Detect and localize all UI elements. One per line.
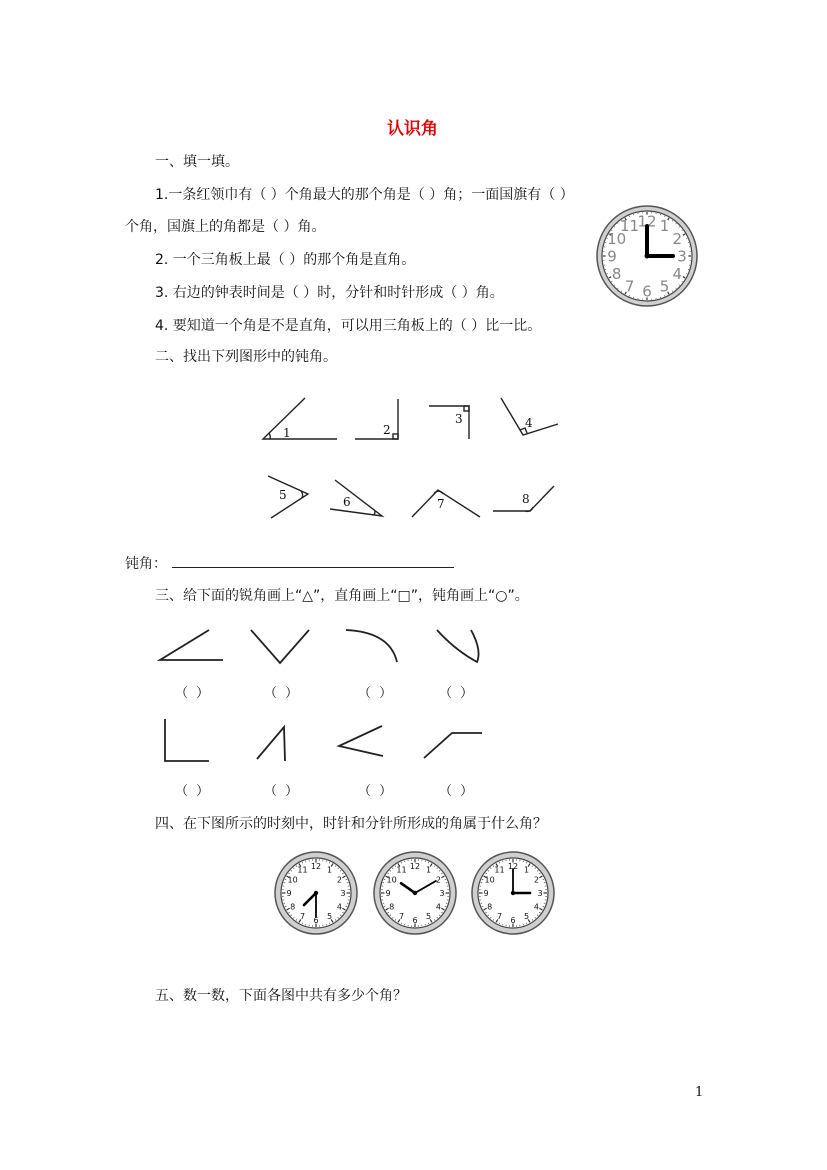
clock-numeral-8: 8 [389,902,395,912]
clock-numeral-9: 9 [483,888,489,898]
clock-numeral-11: 11 [494,865,505,875]
clock-hub [413,891,417,895]
angle-6-figure [330,480,382,516]
clock-numeral-3: 3 [537,888,543,898]
clock-numeral-4: 4 [533,902,539,912]
clock-numeral-11: 11 [619,216,640,235]
clock-numeral-12: 12 [409,861,421,871]
clock-numeral-5: 5 [425,912,432,922]
clock-numeral-6: 6 [510,915,516,925]
clock-numeral-5: 5 [659,277,670,296]
angle-3-figure [429,406,469,439]
answer-blank-8[interactable]: （ ） [439,784,476,799]
clock-numeral-1: 1 [425,865,432,875]
clock-numeral-2: 2 [533,875,539,885]
answer-blank-5[interactable]: （ ） [175,784,212,799]
clock-numeral-6: 6 [642,282,652,301]
clock-numeral-3: 3 [677,247,687,266]
clock-numeral-10: 10 [484,875,495,885]
clock-numeral-9: 9 [385,888,391,898]
clock-2-image [373,851,457,935]
clock-numeral-8: 8 [290,902,296,912]
section-1-heading: 一、填一填。 [155,154,239,170]
angle-1-figure [263,398,337,439]
clock-numeral-2: 2 [672,229,683,248]
section-4-heading: 四、在下图所示的时刻中，时针和分针所形成的角属于什么角？ [155,816,547,832]
clock-hub [645,254,650,259]
clock-numeral-12: 12 [507,861,519,871]
clock-numeral-8: 8 [611,264,622,283]
answer-blank-2[interactable]: （ ） [264,686,301,701]
clock-3-image [471,851,555,935]
clock-numeral-1: 1 [523,865,530,875]
angle-label-3: 3 [455,412,463,426]
clock-numeral-2: 2 [435,875,441,885]
question-3: 3. 右边的钟表时间是（ ）时，分针和时针形成（ ）角。 [155,285,504,301]
shape-5 [165,719,209,761]
shape-3 [346,630,397,662]
shape-8 [424,733,482,758]
shape-4 [437,630,479,662]
question-4: 4. 要知道一个角是不是直角，可以用三角板上的（ ）比一比。 [155,318,542,334]
clock-hub [511,891,515,895]
clock-numeral-2: 2 [336,875,342,885]
answer-blank-1[interactable]: （ ） [175,686,212,701]
clock-numeral-1: 1 [326,865,333,875]
angle-figures [250,390,570,530]
shape-1 [160,630,223,660]
angle-label-4: 4 [525,416,533,430]
question-1-line-2: 个角，国旗上的角都是（ ）角。 [125,219,326,235]
shape-6 [257,727,285,761]
clock-numeral-11: 11 [396,865,407,875]
clock-numeral-4: 4 [672,264,683,283]
clock-numeral-11: 11 [297,865,308,875]
clock-numeral-4: 4 [336,902,342,912]
answer-blank-4[interactable]: （ ） [439,686,476,701]
clock-numeral-10: 10 [386,875,397,885]
answer-blank-6[interactable]: （ ） [264,784,301,799]
angle-label-1: 1 [283,426,291,440]
obtuse-answer-label: 钝角： [125,556,167,572]
angle-7-figure [412,490,480,517]
angle-label-6: 6 [343,495,351,509]
clock-numeral-3: 3 [439,888,445,898]
shape-2 [251,630,309,663]
clock-numeral-8: 8 [487,902,493,912]
clock-1-image [274,851,358,935]
clock-numeral-5: 5 [523,912,530,922]
obtuse-answer-line[interactable] [172,567,454,568]
angle-label-5: 5 [279,488,287,502]
clock-numeral-12: 12 [637,212,657,231]
angle-2-figure [355,399,398,439]
clock-numeral-7: 7 [624,277,635,296]
clock-numeral-9: 9 [286,888,292,898]
section-5-heading: 五、数一数，下面各图中共有多少个角？ [155,988,407,1004]
clock-hub [314,891,318,895]
clock-numeral-6: 6 [313,915,319,925]
clock-numeral-10: 10 [287,875,298,885]
answer-blank-3[interactable]: （ ） [358,686,395,701]
question-1-line-1: 1.一条红领巾有（ ）个角最大的那个角是（ ）角；一面国旗有（ ） [155,187,574,203]
answer-blank-7[interactable]: （ ） [358,784,395,799]
section-3-heading: 三、给下面的锐角画上“△”，直角画上“□”，钝角画上“○”。 [155,588,529,604]
clock-numeral-4: 4 [435,902,441,912]
clock-numeral-7: 7 [299,912,306,922]
angle-label-2: 2 [383,423,391,437]
clock-numeral-7: 7 [496,912,503,922]
clock-numeral-6: 6 [412,915,418,925]
clock-numeral-12: 12 [310,861,322,871]
page-title: 认识角 [387,119,438,139]
clock-numeral-1: 1 [659,216,670,235]
clock-numeral-9: 9 [607,247,617,266]
question-2: 2. 一个三角板上最（ ）的那个角是直角。 [155,252,416,268]
shape-7 [339,726,383,756]
wall-clock-image [596,205,698,307]
section-2-heading: 二、找出下列图形中的钝角。 [155,349,337,365]
clock-numeral-7: 7 [398,912,405,922]
clock-numeral-5: 5 [326,912,333,922]
angle-label-8: 8 [522,492,530,506]
clock-numeral-10: 10 [607,229,627,248]
page-number: 1 [695,1085,704,1100]
clock-numeral-3: 3 [340,888,346,898]
angle-label-7: 7 [437,497,445,511]
